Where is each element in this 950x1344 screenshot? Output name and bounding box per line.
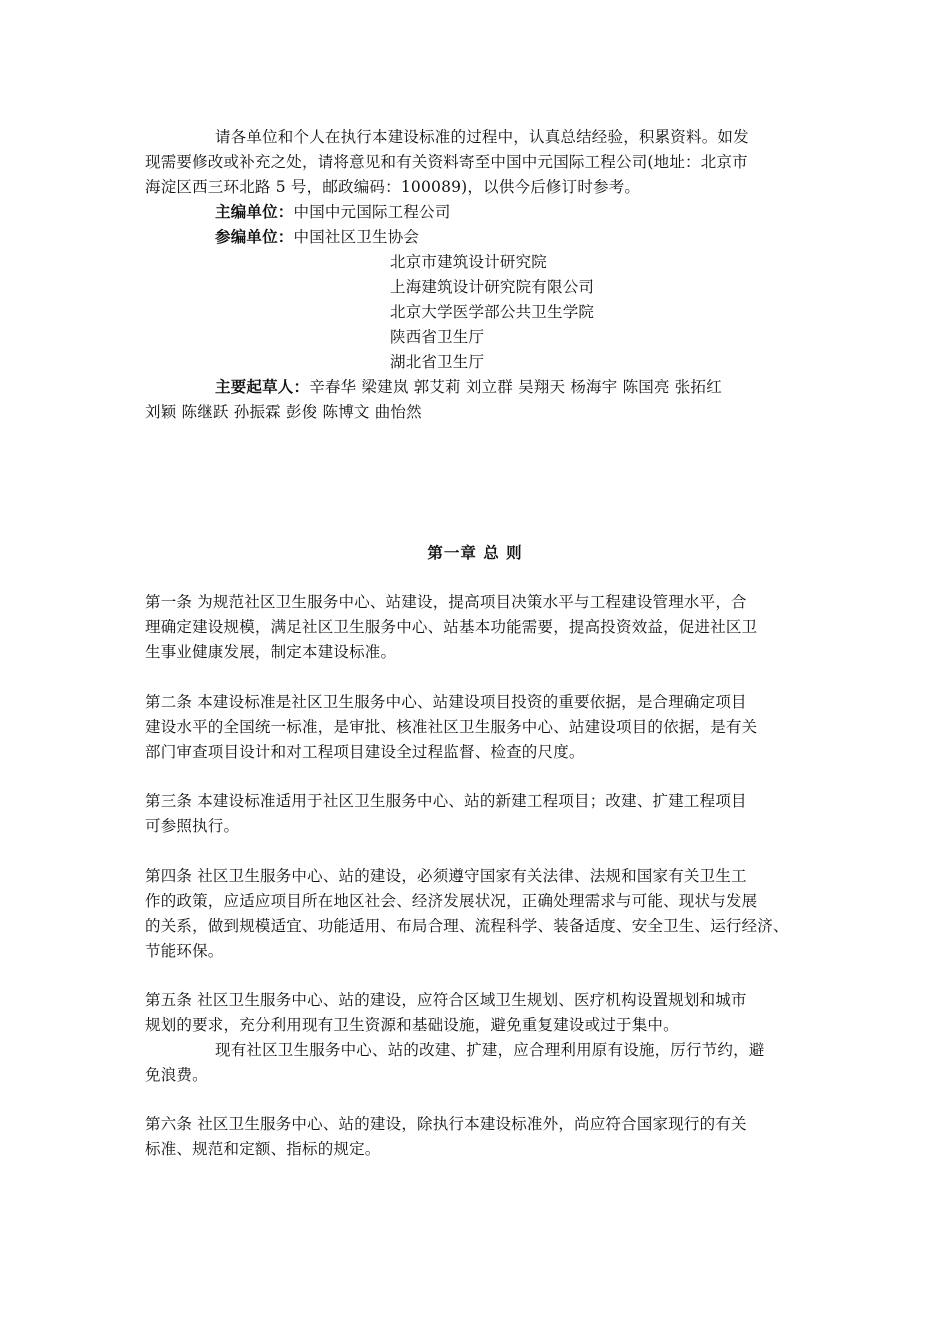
drafters-label: 主要起草人： xyxy=(215,377,310,396)
article-6-line: 标准、规范和定额、指标的规定。 xyxy=(145,1140,381,1158)
drafters-names-2: 刘颖 陈继跃 孙振霖 彭俊 陈博文 曲怡然 xyxy=(145,403,422,421)
participants-row xyxy=(215,225,419,249)
article-1-line: 第一条 为规范社区卫生服务中心、站建设，提高项目决策水平与工程建设管理水平，合 xyxy=(145,593,747,611)
article-1-line: 生事业健康发展，制定本建设标准。 xyxy=(145,643,397,661)
article-1-line: 理确定建设规模，满足社区卫生服务中心、站基本功能需要，提高投资效益，促进社区卫 xyxy=(145,618,758,636)
article-4-line: 节能环保。 xyxy=(145,942,224,960)
participant-item: 北京大学医学部公共卫生学院 xyxy=(390,303,595,321)
article-2-line: 建设水平的全国统一标准，是审批、核准社区卫生服务中心、站建设项目的依据，是有关 xyxy=(145,718,758,736)
participant-item: 湖北省卫生厅 xyxy=(390,353,485,371)
preface-line-3: 海淀区西三环北路 5 号，邮政编码：100089)，以供今后修订时参考。 xyxy=(145,178,641,196)
participant-item: 北京市建筑设计研究院 xyxy=(390,253,548,271)
article-2-line: 部门审查项目设计和对工程项目建设全过程监督、检查的尺度。 xyxy=(145,743,585,761)
chief-editor-value: 中国中元国际工程公司 xyxy=(293,203,451,221)
chapter-title: 第一章 总 则 xyxy=(427,543,523,562)
article-5-line: 规划的要求，充分利用现有卫生资源和基础设施，避免重复建设或过于集中。 xyxy=(145,1016,679,1034)
chief-editor-label: 主编单位： xyxy=(215,202,294,221)
article-4-line: 第四条 社区卫生服务中心、站的建设，必须遵守国家有关法律、法规和国家有关卫生工 xyxy=(145,867,747,885)
article-4-line: 的关系，做到规模适宜、功能适用、布局合理、流程科学、装备适度、安全卫生、运行经济、 xyxy=(145,917,789,935)
article-3-line: 第三条 本建设标准适用于社区卫生服务中心、站的新建工程项目；改建、扩建工程项目 xyxy=(145,792,747,810)
article-5-subline: 免浪费。 xyxy=(145,1066,208,1084)
article-4-line: 作的政策，应适应项目所在地区社会、经济发展状况，正确处理需求与可能、现状与发展 xyxy=(145,892,758,910)
article-5-line: 第五条 社区卫生服务中心、站的建设，应符合区域卫生规划、医疗机构设置规划和城市 xyxy=(145,991,747,1009)
article-2-line: 第二条 本建设标准是社区卫生服务中心、站建设项目投资的重要依据，是合理确定项目 xyxy=(145,693,747,711)
participants-label: 参编单位： xyxy=(215,227,294,246)
article-5-subline: 现有社区卫生服务中心、站的改建、扩建，应合理利用原有设施，厉行节约，避 xyxy=(215,1041,765,1059)
participant-item: 陕西省卫生厅 xyxy=(390,328,485,346)
drafters-names-1: 辛春华 梁建岚 郭艾莉 刘立群 吴翔天 杨海宇 陈国亮 张拓红 xyxy=(309,378,722,396)
participant-item: 中国社区卫生协会 xyxy=(293,228,420,246)
article-3-line: 可参照执行。 xyxy=(145,817,240,835)
article-6-line: 第六条 社区卫生服务中心、站的建设，除执行本建设标准外，尚应符合国家现行的有关 xyxy=(145,1115,747,1133)
preface-line-1: 请各单位和个人在执行本建设标准的过程中，认真总结经验，积累资料。如发 xyxy=(215,128,749,146)
participant-item: 上海建筑设计研究院有限公司 xyxy=(390,278,595,296)
preface-line-2: 现需要修改或补充之处，请将意见和有关资料寄至中国中元国际工程公司(地址：北京市 xyxy=(145,153,748,171)
drafters-row xyxy=(215,375,722,399)
chief-editor-row xyxy=(215,200,451,224)
